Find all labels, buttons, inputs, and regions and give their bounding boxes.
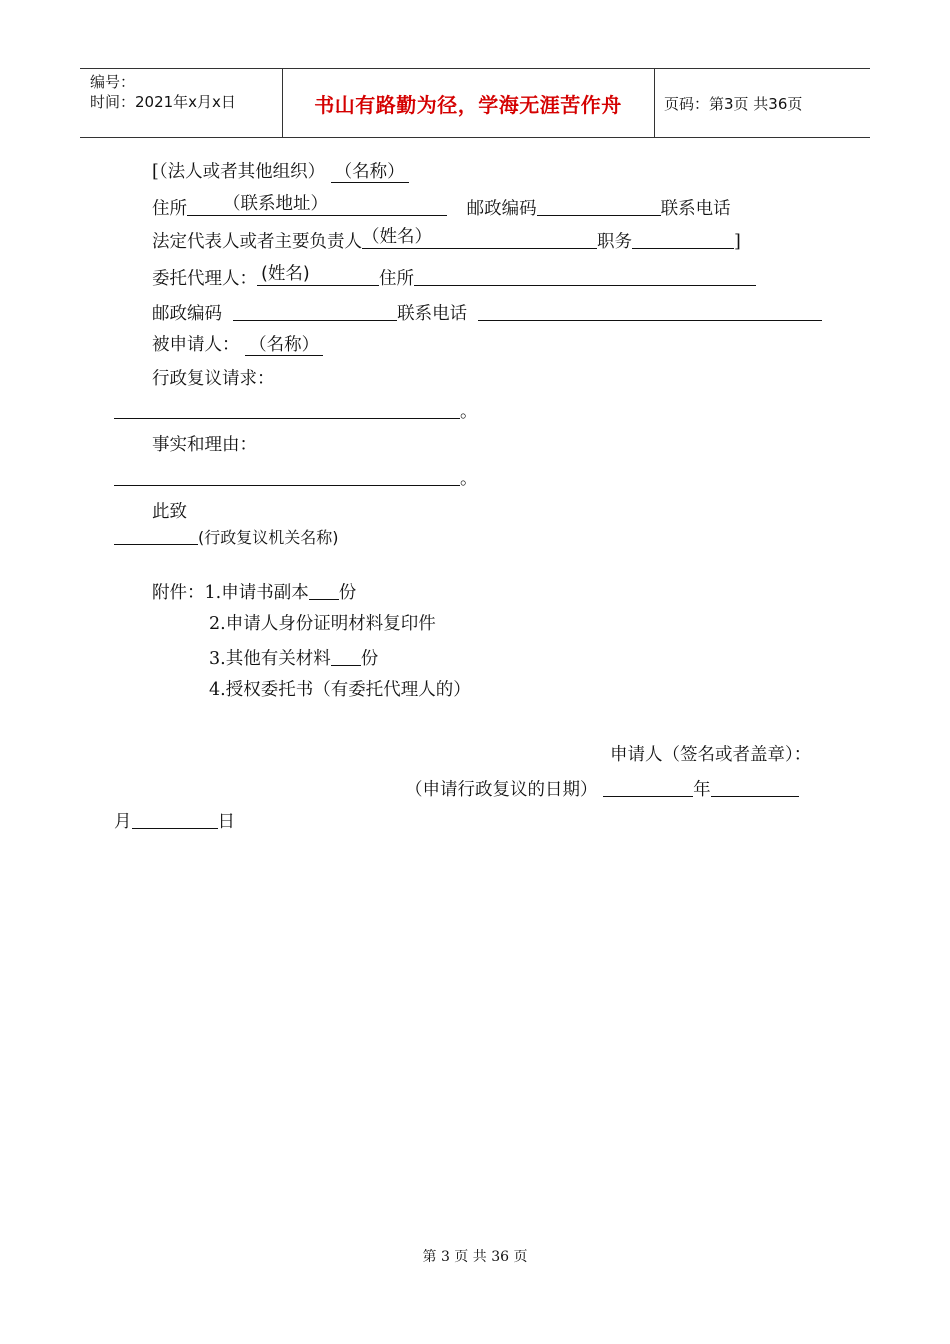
attachment-4: 4.授权委托书（有委托代理人的）	[209, 680, 471, 700]
bracket-open: [	[152, 162, 159, 182]
agent-address-field[interactable]	[414, 265, 756, 286]
agent-label: 委托代理人：	[152, 269, 257, 289]
agent-name-field[interactable]	[257, 265, 379, 286]
applicant-org-line	[152, 160, 409, 184]
header-meta	[80, 69, 282, 137]
authority-hint: (行政复议机关名称)	[198, 528, 339, 547]
authority-field[interactable]	[114, 524, 198, 545]
document-date: 时间：2021年x月x日	[90, 93, 236, 111]
document-number: 编号：	[90, 73, 136, 91]
date-hint: （申请行政复议的日期）	[405, 780, 598, 800]
page-header	[80, 68, 870, 138]
respondent-label: 被申请人：	[152, 335, 240, 355]
name-hint: （姓名）	[362, 227, 432, 247]
period: 。	[460, 469, 478, 489]
salutation: 此致	[152, 502, 187, 522]
agent-contact-line	[152, 300, 822, 326]
facts-field[interactable]	[114, 465, 460, 486]
agent-name-hint: (姓名)	[261, 264, 310, 284]
legal-rep-name-field[interactable]	[362, 228, 597, 249]
month-label: 月	[114, 812, 132, 832]
address-label: 住所	[152, 199, 187, 219]
attachment-label: 附件：	[152, 583, 205, 603]
attachment-3	[209, 645, 378, 671]
year-label: 年	[693, 780, 711, 800]
attachment-1-count-field[interactable]	[309, 579, 339, 600]
signature-label: 申请人（签名或者盖章）：	[610, 745, 812, 765]
agent-postcode-field[interactable]	[233, 300, 397, 321]
page-footer: 第 3 页 共 36 页	[422, 1249, 528, 1265]
respondent-name-field[interactable]: （名称）	[245, 335, 323, 356]
day-label: 日	[217, 812, 235, 832]
org-name-field[interactable]: （名称）	[331, 162, 409, 183]
attachment-3-count-field[interactable]	[331, 645, 361, 666]
position-label: 职务	[597, 232, 632, 252]
date-line	[405, 776, 799, 802]
attachment-1-text: 1.申请书副本	[204, 583, 309, 603]
address-hint: （联系地址）	[223, 194, 328, 214]
postcode-label: 邮政编码	[466, 199, 537, 219]
page-indicator: 页码：第3页 共36页	[664, 94, 803, 113]
attachment-2: 2.申请人身份证明材料复印件	[209, 614, 436, 634]
attachment-1-unit: 份	[338, 583, 357, 603]
attachment-3-unit: 份	[360, 649, 379, 669]
attachment-3-text: 3.其他有关材料	[209, 649, 331, 669]
attachment-1	[152, 579, 356, 605]
respondent-line	[152, 333, 323, 357]
phone-label: 联系电话	[660, 199, 731, 219]
request-label: 行政复议请求：	[152, 369, 275, 389]
agent-line	[152, 265, 756, 291]
postcode-field[interactable]	[537, 195, 661, 216]
address-field[interactable]	[187, 195, 447, 216]
date-line-2	[114, 808, 235, 834]
org-type-label: （法人或者其他组织）	[158, 162, 326, 182]
request-field[interactable]	[114, 398, 460, 419]
facts-label: 事实和理由：	[152, 435, 257, 455]
day-field[interactable]	[132, 808, 218, 829]
legal-rep-label: 法定代表人或者主要负责人	[152, 232, 362, 252]
request-line	[114, 398, 478, 424]
agent-phone-field[interactable]	[478, 300, 822, 321]
position-field[interactable]	[632, 228, 734, 249]
motto-text: 书山有路勤为径，学海无涯苦作舟	[314, 92, 622, 117]
agent-phone-label: 联系电话	[397, 304, 468, 324]
address-line	[152, 195, 731, 221]
agent-postcode-label: 邮政编码	[152, 304, 222, 324]
authority-line	[114, 524, 339, 550]
facts-line	[114, 465, 478, 491]
month-field[interactable]	[711, 776, 799, 797]
period: 。	[460, 402, 478, 422]
header-motto	[282, 69, 654, 137]
legal-rep-line	[152, 228, 741, 254]
header-page	[654, 69, 870, 137]
agent-address-label: 住所	[379, 269, 414, 289]
year-field[interactable]	[603, 776, 693, 797]
bracket-close: ]	[734, 232, 741, 252]
